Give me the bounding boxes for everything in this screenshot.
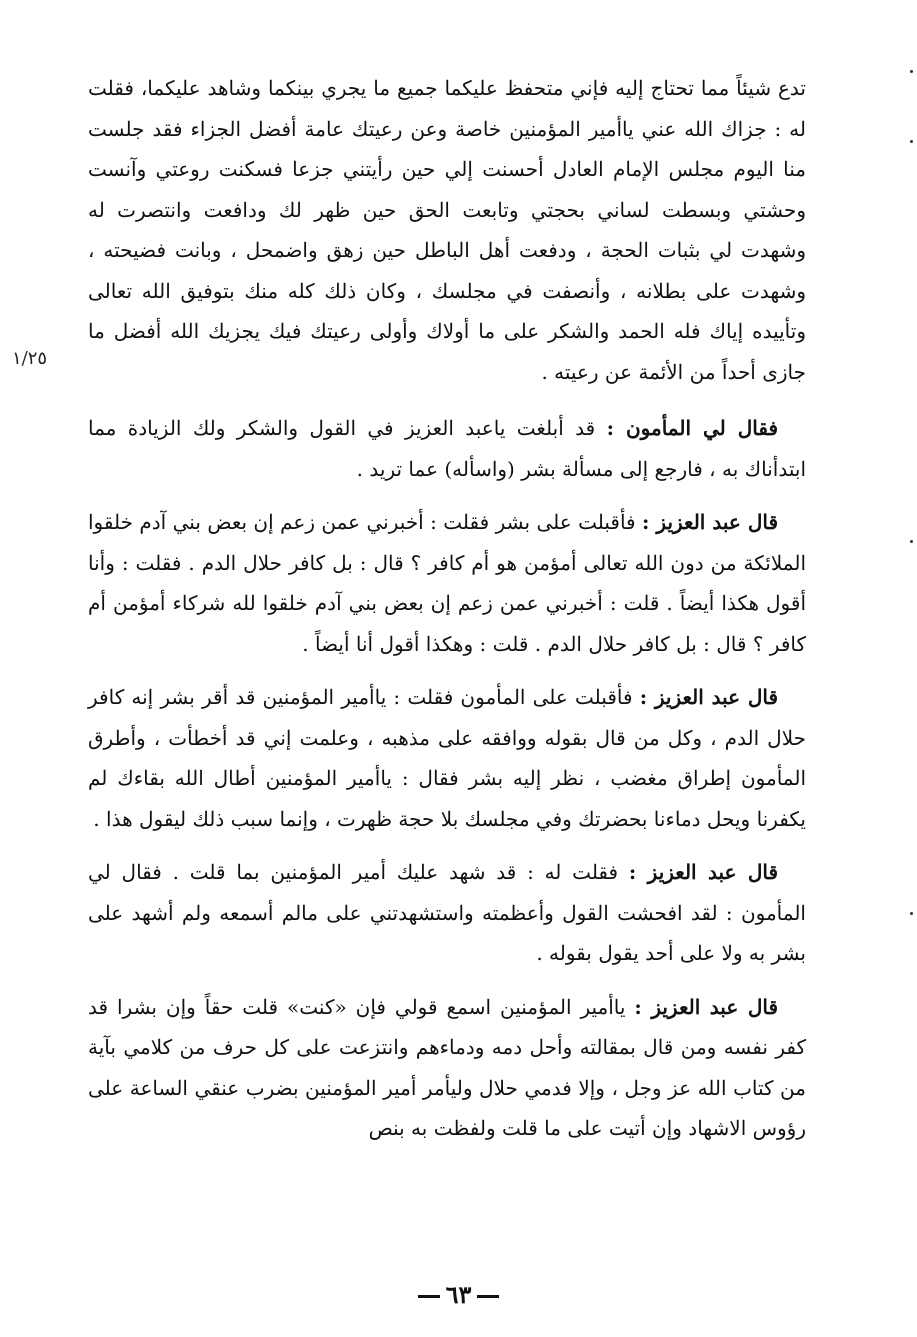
speaker-label: قال عبد العزيز : [634,994,779,1019]
scan-edge-mark [910,540,913,543]
paragraph-text: تدع شيئاً مما تحتاج إليه فإني متحفظ عليكما جميع ما يجري بينكما وشاهد عليكما، فقلت له : جزاك الله عني ياأمير المؤمنين خاصة وعن رعيتك عامة أفضل الجزاء فقد جلست منا اليوم مجلس الإمام العادل أحسنت إلي حين رأيتني جزعا فسكنت روعتي وآنست وحشتي وبسطت لساني بحجتي وتابعت الحق حين ظهر لك ودافعت وانتصرت له وشهدت لي بثبات الحجة ، ودفعت أهل الباطل حين زهق واضمحل ، وبانت فضيحته ، وشهدت على بطلانه ، وأنصفت في مجلسك ، وكان ذلك كله منك بتوفيق الله تعالى وتأييده إياك فله الحمد والشكر على ما أولاك وأولى رعيتك فيك يجزيك الله أفضل ما جازى أحداً من الأئمة عن رعيته . [88,76,806,384]
paragraph [88,502,806,664]
paragraph [88,408,806,489]
paragraph [88,852,806,974]
paragraph-text: فأقبلت على بشر فقلت : أخبرني عمن زعم إن بعض بني آدم خلقوا الملائكة من دون الله تعالى أمؤمن هو أم كافر ؟ قال : بل كافر حلال الدم . فقلت : وأنا أقول هكذا أيضاً . قلت : أخبرني عمن زعم إن بعض بني آدم خلقوا لله شركاء أمؤمن أم كافر ؟ قال : بل كافر حلال الدم . قلت : وهكذا أقول أنا أيضاً . [88,510,806,656]
scan-edge-mark [910,912,913,915]
page-number [0,1280,917,1309]
paragraph-text: ياأمير المؤمنين اسمع قولي فإن «كنت» قلت حقاً وإن بشرا قد كفر نفسه ومن قال بمقالته وأحل دمه ودماءهم وانتزعت على كل حرف من كلامي بآية من كتاب الله عز وجل ، وإلا فدمي حلال وليأمر أمير المؤمنين بضرب عنقي الساعة على رؤوس الاشهاد وإن أتيت على ما قلت ولفظت به بنص [88,994,806,1140]
paragraph [88,68,806,392]
margin-reference: ١/٢٥ [12,348,48,369]
page-number-dash [418,1295,440,1298]
scan-edge-mark [910,140,913,143]
paragraph-text: فقلت له : قد شهد عليك أمير المؤمنين بما قلت . فقال لي المأمون : لقد افحشت القول وأعظمته واستشهدتني على مالم أسمعه ولم أشهد على بشر به ولا على أحد يقول بقوله . [88,860,806,965]
speaker-label: فقال لي المأمون : [606,416,779,440]
paragraph [88,987,806,1149]
page-number-value: ٦٣ [445,1280,472,1309]
paragraph-text: فأقبلت على المأمون فقلت : ياأمير المؤمنين قد أقر بشر إنه كافر حلال الدم ، وكل من قال بقوله ووافقه على مذهبه ، وعلمت إني قد أخطأت ، وأطرق المأمون إطراق مغضب ، نظر إليه بشر فقال : ياأمير المؤمنين أطال الله بقاءك لم يكفرنا ويحل دماءنا بحضرتك وفي مجلسك بلا حجة ظهرت ، وإنما سبب ذلك ليقول هذا . [88,685,806,831]
scan-edge-mark [910,70,913,73]
paragraph-text: قد أبلغت ياعبد العزيز في القول والشكر ولك الزيادة مما ابتدأناك به ، فارجع إلى مسألة بشر (واسأله) عما تريد . [88,416,806,481]
body-text [88,68,806,1162]
speaker-label: قال عبد العزيز : [628,860,779,884]
speaker-label: قال عبد العزيز : [639,685,779,709]
paragraph [88,677,806,839]
speaker-label: قال عبد العزيز : [642,510,779,534]
page-number-dash [477,1295,499,1298]
